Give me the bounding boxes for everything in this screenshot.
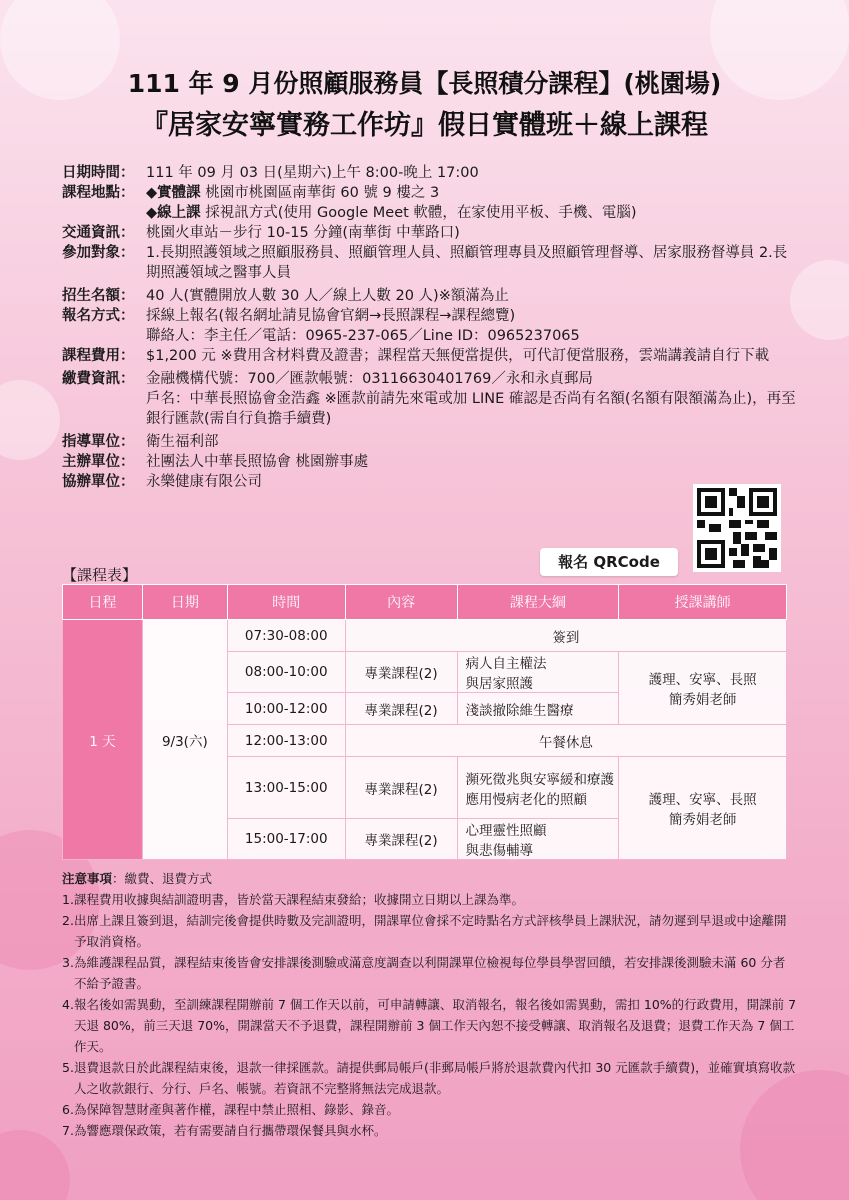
page-title: 111 年 9 月份照顧服務員【長照積分課程】(桃園場) xyxy=(127,69,722,98)
info-value: 1.長期照護領域之照顧服務員、照顧管理人員、照顧管理專員及照顧管理督導、居家服務督導員 2.長期照護領域之醫事人員 xyxy=(146,245,788,281)
list-item: 2. 出席上課且簽到退，結訓完後會提供時數及完訓證明，開課單位會採不定時點名方式評核學員上課狀況，請勿遲到早退或中途離開予取消資格。 xyxy=(62,913,787,949)
content-cell: 簽到 xyxy=(345,620,786,652)
info-signup xyxy=(62,306,797,326)
info-date xyxy=(62,163,797,183)
info-value: $1,200 元 ※費用含材料費及證書；課程當天無便當提供，可代訂便當服務，雲端講義請自行下載 xyxy=(146,348,770,364)
info-audience xyxy=(62,243,797,283)
info-value: 永樂健康有限公司 xyxy=(146,474,262,490)
info-value: 111 年 09 月 03 日(星期六)上午 8:00-晚上 17:00 xyxy=(146,165,479,181)
info-transport xyxy=(62,223,797,243)
list-item: 3. 為維護課程品質，課程結束後皆會安排課後測驗或滿意度調查以利開課單位檢視每位學員學習回饋，若安排課後測驗未滿 60 分者不給予證書。 xyxy=(62,955,786,991)
info-value: 採線上報名(報名網址請見協會官網→長照課程→課程總覽) xyxy=(146,308,516,324)
info-location-online xyxy=(62,203,797,223)
header-time: 時間 xyxy=(227,585,345,620)
outline-cell: 淺談撤除維生醫療 xyxy=(457,693,619,725)
time-cell: 12:00-13:00 xyxy=(227,725,345,757)
day-cell: 1 天 xyxy=(63,620,143,860)
list-item: 5. 退費退款日於此課程結束後，退款一律採匯款。請提供郵局帳戶(非郵局帳戶將於退款費內代扣 30 元匯款手續費)，並確實填寫收款人之收款銀行、分行、戶名、帳號。若資訊不完整將無法完成退款。 xyxy=(62,1060,796,1096)
list-item: 4. 報名後如需異動，至訓練課程開辦前 7 個工作天以前，可申請轉讓、取消報名，報名後如需異動，需扣 10%的行政費用，開課前 7 天退 80%，前三天退 70%，開課當天不予退費，課程開辦前 3 個工作天內恕不接受轉讓、取消報名及退費；退費工作天為 7 個工作天。 xyxy=(62,997,797,1054)
qr-code-label: 報名 QRCode xyxy=(540,548,678,576)
page-subtitle: 『居家安寧實務工作坊』假日實體班＋線上課程 xyxy=(141,110,708,141)
date-cell: 9/3(六) xyxy=(142,620,227,860)
info-label: 交通資訊： xyxy=(62,225,135,241)
in-person-tag: ◆實體課 xyxy=(146,185,201,201)
info-label: 課程費用： xyxy=(62,348,135,364)
info-value: 社團法人中華長照協會 桃園辦事處 xyxy=(146,454,369,470)
info-contact xyxy=(62,326,797,346)
time-cell: 07:30-08:00 xyxy=(227,620,345,652)
in-person-address: 桃園市桃園區南華街 60 號 9 樓之 3 xyxy=(200,185,440,201)
info-payment-account xyxy=(62,389,797,429)
time-cell: 15:00-17:00 xyxy=(227,819,345,860)
outline-cell: 瀕死徵兆與安寧緩和療護應用慢病老化的照顧 xyxy=(457,757,619,819)
info-label: 參加對象： xyxy=(62,245,135,261)
schedule-label: 【課程表】 xyxy=(62,566,138,584)
course-info xyxy=(62,163,797,492)
info-label: 協辦單位： xyxy=(62,474,135,490)
info-label: 主辦單位： xyxy=(62,454,135,470)
info-co-organizer xyxy=(62,472,797,492)
online-tag: ◆線上課 xyxy=(146,205,201,221)
info-value: 40 人(實體開放人數 30 人／線上人數 20 人)※額滿為止 xyxy=(146,288,509,304)
info-label: 指導單位： xyxy=(62,434,135,450)
info-label: 繳費資訊： xyxy=(62,371,135,387)
list-item: 7. 為響應環保政策，若有需要請自行攜帶環保餐具與水杯。 xyxy=(62,1123,387,1138)
info-host xyxy=(62,452,797,472)
header-date: 日期 xyxy=(142,585,227,620)
notes-heading: 注意事項：繳費、退費方式 xyxy=(62,871,213,886)
time-cell: 13:00-15:00 xyxy=(227,757,345,819)
time-cell: 10:00-12:00 xyxy=(227,693,345,725)
header-day: 日程 xyxy=(63,585,143,620)
list-item: 6. 為保障智慧財產與著作權，課程中禁止照相、錄影、錄音。 xyxy=(62,1102,400,1117)
content-cell: 專業課程(2) xyxy=(345,819,457,860)
qr-code[interactable] xyxy=(693,484,781,572)
info-location xyxy=(62,183,797,203)
outline-cell: 病人自主權法 與居家照護 xyxy=(457,652,619,693)
time-cell: 08:00-10:00 xyxy=(227,652,345,693)
contact-value: 聯絡人：李主任／電話：0965-237-065／Line ID：0965237065 xyxy=(146,328,580,344)
info-value: 金融機構代號：700／匯款帳號：03116630401769／永和永貞郵局 xyxy=(146,371,593,387)
info-quota xyxy=(62,286,797,306)
account-value: 戶名：中華長照協會金浩鑫 ※匯款前請先來電或加 LINE 確認是否尚有名額(名額有限額滿為止)，再至銀行匯款(需自行負擔手續費) xyxy=(146,391,796,427)
content-cell: 專業課程(2) xyxy=(345,757,457,819)
qr-code-icon xyxy=(693,484,781,572)
info-value: 衛生福利部 xyxy=(146,434,219,450)
schedule-table xyxy=(62,584,787,860)
online-method: 採視訊方式(使用 Google Meet 軟體，在家使用平板、手機、電腦) xyxy=(200,205,637,221)
info-value: 桃園火車站－步行 10-15 分鐘(南華街 中華路口) xyxy=(146,225,460,241)
content-cell: 專業課程(2) xyxy=(345,652,457,693)
info-label: 日期時間： xyxy=(62,165,135,181)
table-header-row xyxy=(63,585,787,620)
teacher-cell: 護理、安寧、長照 簡秀娟老師 xyxy=(619,652,787,725)
info-label: 報名方式： xyxy=(62,308,135,324)
header-outline: 課程大綱 xyxy=(457,585,619,620)
info-fee xyxy=(62,346,797,366)
outline-cell: 心理靈性照顧 與悲傷輔導 xyxy=(457,819,619,860)
notes-section xyxy=(62,868,797,1141)
header-content: 內容 xyxy=(345,585,457,620)
teacher-cell: 護理、安寧、長照 簡秀娟老師 xyxy=(619,757,787,860)
info-label: 招生名額： xyxy=(62,288,135,304)
table-row xyxy=(63,620,787,652)
list-item: 1. 課程費用收據與結訓證明書，皆於當天課程結束發給；收據開立日期以上課為準。 xyxy=(62,892,525,907)
content-cell: 午餐休息 xyxy=(345,725,786,757)
info-payment xyxy=(62,369,797,389)
info-label: 課程地點： xyxy=(62,185,135,201)
info-guide xyxy=(62,432,797,452)
content-cell: 專業課程(2) xyxy=(345,693,457,725)
header-teacher: 授課講師 xyxy=(619,585,787,620)
